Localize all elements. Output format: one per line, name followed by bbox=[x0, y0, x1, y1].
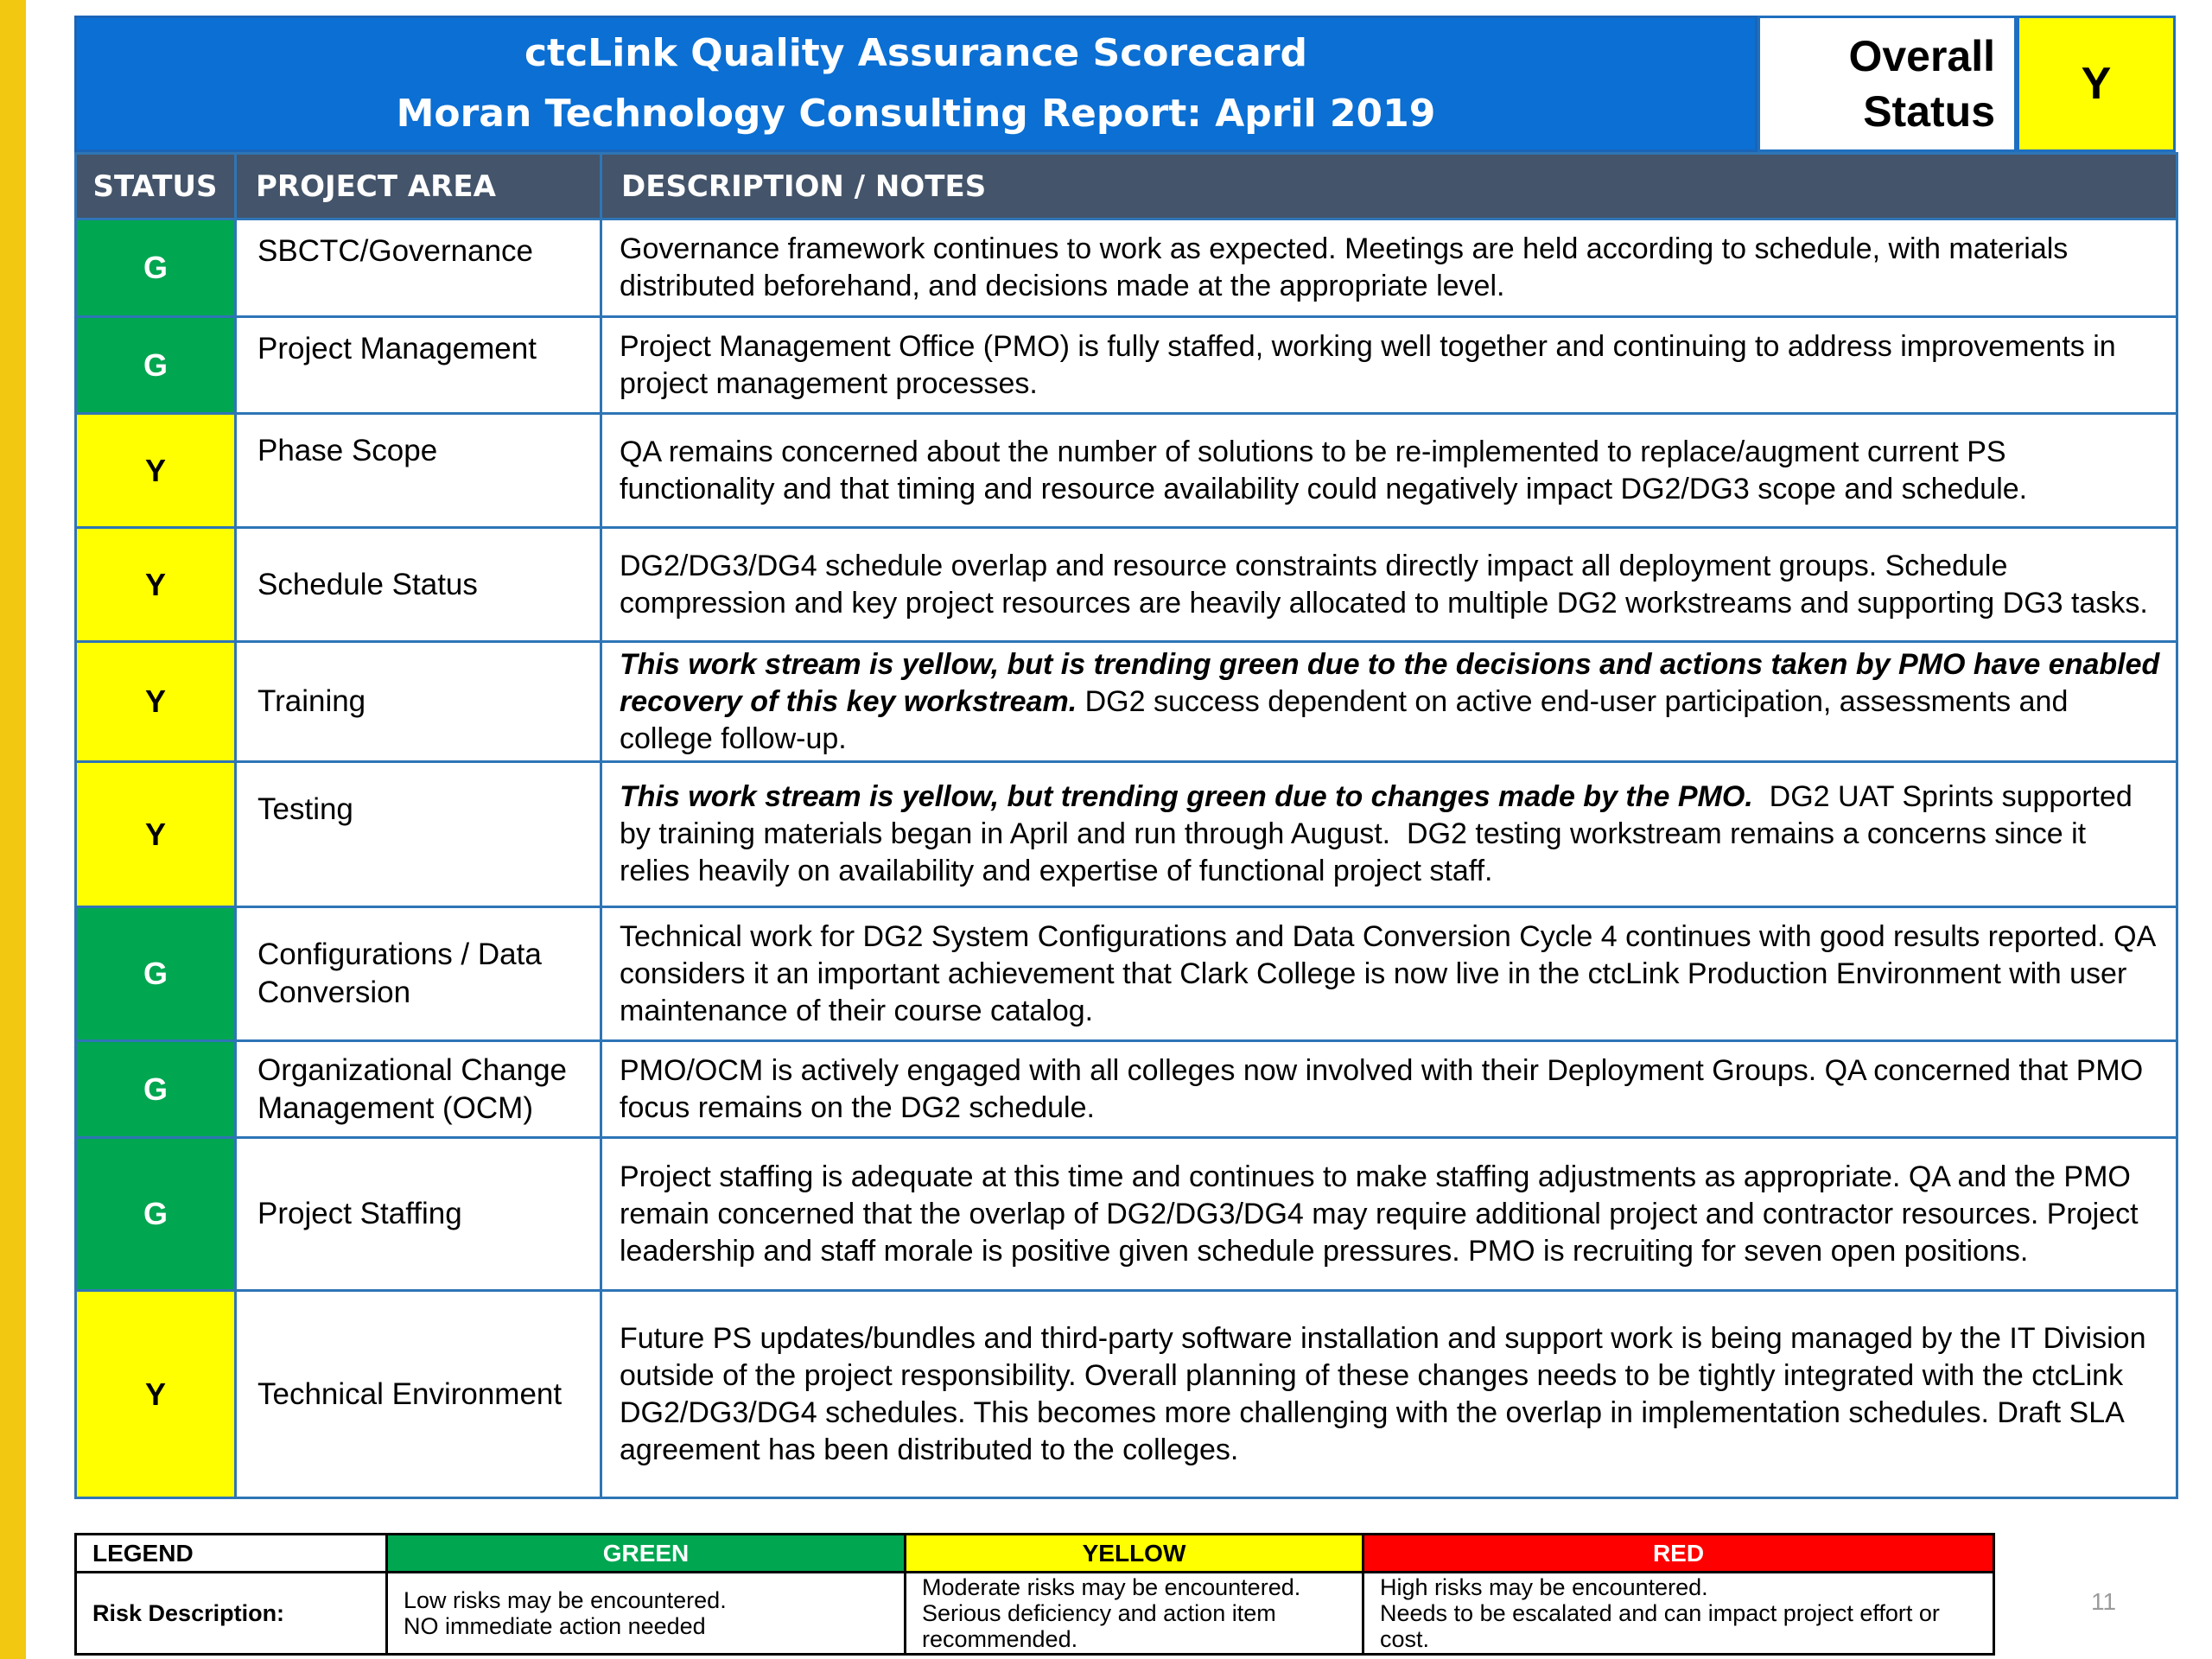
status-cell: Y bbox=[76, 642, 236, 762]
column-header-description: DESCRIPTION / NOTES bbox=[601, 154, 2177, 219]
report-title bbox=[74, 16, 1758, 152]
overall-label-line-1: Overall bbox=[1848, 32, 1995, 80]
scorecard-header bbox=[74, 16, 2176, 152]
risk-description-label: Risk Description: bbox=[76, 1573, 387, 1655]
legend-title: LEGEND bbox=[76, 1535, 387, 1573]
description-cell: Governance framework continues to work as expected. Meetings are held according to schedule, with materials distributed beforehand, and decisions made at the appropriate level. bbox=[601, 219, 2177, 317]
table-row bbox=[76, 1041, 2177, 1138]
description-emphasis: This work stream is yellow, but is trending green due to the decisions and actions taken by PMO have enabled recovery of this key workstream. bbox=[620, 647, 2160, 718]
page-number: 11 bbox=[2091, 1588, 2117, 1615]
status-cell: Y bbox=[76, 414, 236, 528]
table-row bbox=[76, 907, 2177, 1041]
description-cell: QA remains concerned about the number of solutions to be re-implemented to replace/augment current PS functionality and that timing and resource availability could negatively impact DG2/DG3 scope and schedule. bbox=[601, 414, 2177, 528]
description-cell: Technical work for DG2 System Configurations and Data Conversion Cycle 4 continues with good results reported. QA considers it an important achievement that Clark College is now live in the ctcLink Production Environment with user maintenance of their course catalog. bbox=[601, 907, 2177, 1041]
project-area-cell: Technical Environment bbox=[236, 1291, 601, 1498]
project-area-cell: Configurations / Data Conversion bbox=[236, 907, 601, 1041]
legend-green-line-1: Low risks may be encountered. bbox=[404, 1587, 727, 1613]
table-row bbox=[76, 642, 2177, 762]
project-area-cell: Schedule Status bbox=[236, 528, 601, 642]
description-cell: DG2/DG3/DG4 schedule overlap and resource constraints directly impact all deployment groups. Schedule compression and key project resources are heavily allocated to multiple DG2 workstreams and supporting DG3 tasks. bbox=[601, 528, 2177, 642]
table-row bbox=[76, 1291, 2177, 1498]
legend-yellow-line-1: Moderate risks may be encountered. bbox=[922, 1574, 1301, 1600]
description-cell bbox=[601, 642, 2177, 762]
project-area-cell: Phase Scope bbox=[236, 414, 601, 528]
legend-red-line-1: High risks may be encountered. bbox=[1380, 1574, 1708, 1600]
legend-red-label: RED bbox=[1363, 1535, 1994, 1573]
description-emphasis: This work stream is yellow, but trending green due to changes made by the PMO. bbox=[620, 780, 1753, 813]
description-cell: Project Management Office (PMO) is fully staffed, working well together and continuing to address improvements in project management processes. bbox=[601, 317, 2177, 414]
table-row bbox=[76, 219, 2177, 317]
column-header-project-area: PROJECT AREA bbox=[236, 154, 601, 219]
risk-legend bbox=[74, 1533, 1995, 1656]
legend-yellow-label: YELLOW bbox=[906, 1535, 1363, 1573]
status-cell: G bbox=[76, 1138, 236, 1291]
legend-red-line-2: Needs to be escalated and can impact project effort or cost. bbox=[1380, 1600, 1940, 1652]
scorecard-table bbox=[74, 152, 2178, 1499]
status-cell: Y bbox=[76, 1291, 236, 1498]
description-cell: Project staffing is adequate at this time and continues to make staffing adjustments as appropriate. QA and the PMO remain concerned that the overlap of DG2/DG3/DG4 may require additional project and contractor resources. Project leadership and staff morale is positive given schedule pressures. PMO is recruiting for seven open positions. bbox=[601, 1138, 2177, 1291]
left-accent-bar bbox=[0, 0, 26, 1659]
project-area-cell: Project Staffing bbox=[236, 1138, 601, 1291]
project-area-cell: Project Management bbox=[236, 317, 601, 414]
description-cell: PMO/OCM is actively engaged with all colleges now involved with their Deployment Groups. QA concerned that PMO focus remains on the DG2 schedule. bbox=[601, 1041, 2177, 1138]
overall-status-label bbox=[1758, 16, 2017, 152]
table-row bbox=[76, 1138, 2177, 1291]
legend-risk-row bbox=[76, 1573, 1994, 1655]
table-header-row bbox=[76, 154, 2177, 219]
legend-green-label: GREEN bbox=[387, 1535, 906, 1573]
project-area-cell: SBCTC/Governance bbox=[236, 219, 601, 317]
description-text: DG2 UAT Sprints supported by training materials began in April and run through August. DG2 testing workstream remains a concerns since it relies heavily on availability and expertise of functional project staff. bbox=[620, 780, 2141, 887]
status-cell: Y bbox=[76, 762, 236, 907]
title-line-2: Moran Technology Consulting Report: April 2019 bbox=[396, 92, 1436, 136]
status-cell: G bbox=[76, 219, 236, 317]
legend-yellow-line-2: Serious deficiency and action item recommended. bbox=[922, 1600, 1276, 1652]
table-row bbox=[76, 762, 2177, 907]
status-cell: G bbox=[76, 317, 236, 414]
description-cell: Future PS updates/bundles and third-party software installation and support work is being managed by the IT Division outside of the project responsibility. Overall planning of these changes needs to be tightly integrated with the ctcLink DG2/DG3/DG4 schedules. This becomes more challenging with the overlap in implementation schedules. Draft SLA agreement has been distributed to the colleges. bbox=[601, 1291, 2177, 1498]
table-row bbox=[76, 317, 2177, 414]
table-row bbox=[76, 414, 2177, 528]
legend-header-row bbox=[76, 1535, 1994, 1573]
legend-yellow-description bbox=[906, 1573, 1363, 1655]
title-line-1: ctcLink Quality Assurance Scorecard bbox=[524, 31, 1308, 75]
overall-status-value: Y bbox=[2017, 16, 2176, 152]
legend-red-description bbox=[1363, 1573, 1994, 1655]
project-area-cell: Testing bbox=[236, 762, 601, 907]
status-cell: G bbox=[76, 907, 236, 1041]
overall-label-line-2: Status bbox=[1863, 87, 1995, 136]
legend-green-description bbox=[387, 1573, 906, 1655]
project-area-cell: Training bbox=[236, 642, 601, 762]
status-cell: Y bbox=[76, 528, 236, 642]
status-cell: G bbox=[76, 1041, 236, 1138]
description-cell bbox=[601, 762, 2177, 907]
table-row bbox=[76, 528, 2177, 642]
legend-green-line-2: NO immediate action needed bbox=[404, 1613, 706, 1639]
description-text: DG2 success dependent on active end-user participation, assessments and college follow-up. bbox=[620, 684, 2069, 755]
column-header-status: STATUS bbox=[76, 154, 236, 219]
project-area-cell: Organizational Change Management (OCM) bbox=[236, 1041, 601, 1138]
